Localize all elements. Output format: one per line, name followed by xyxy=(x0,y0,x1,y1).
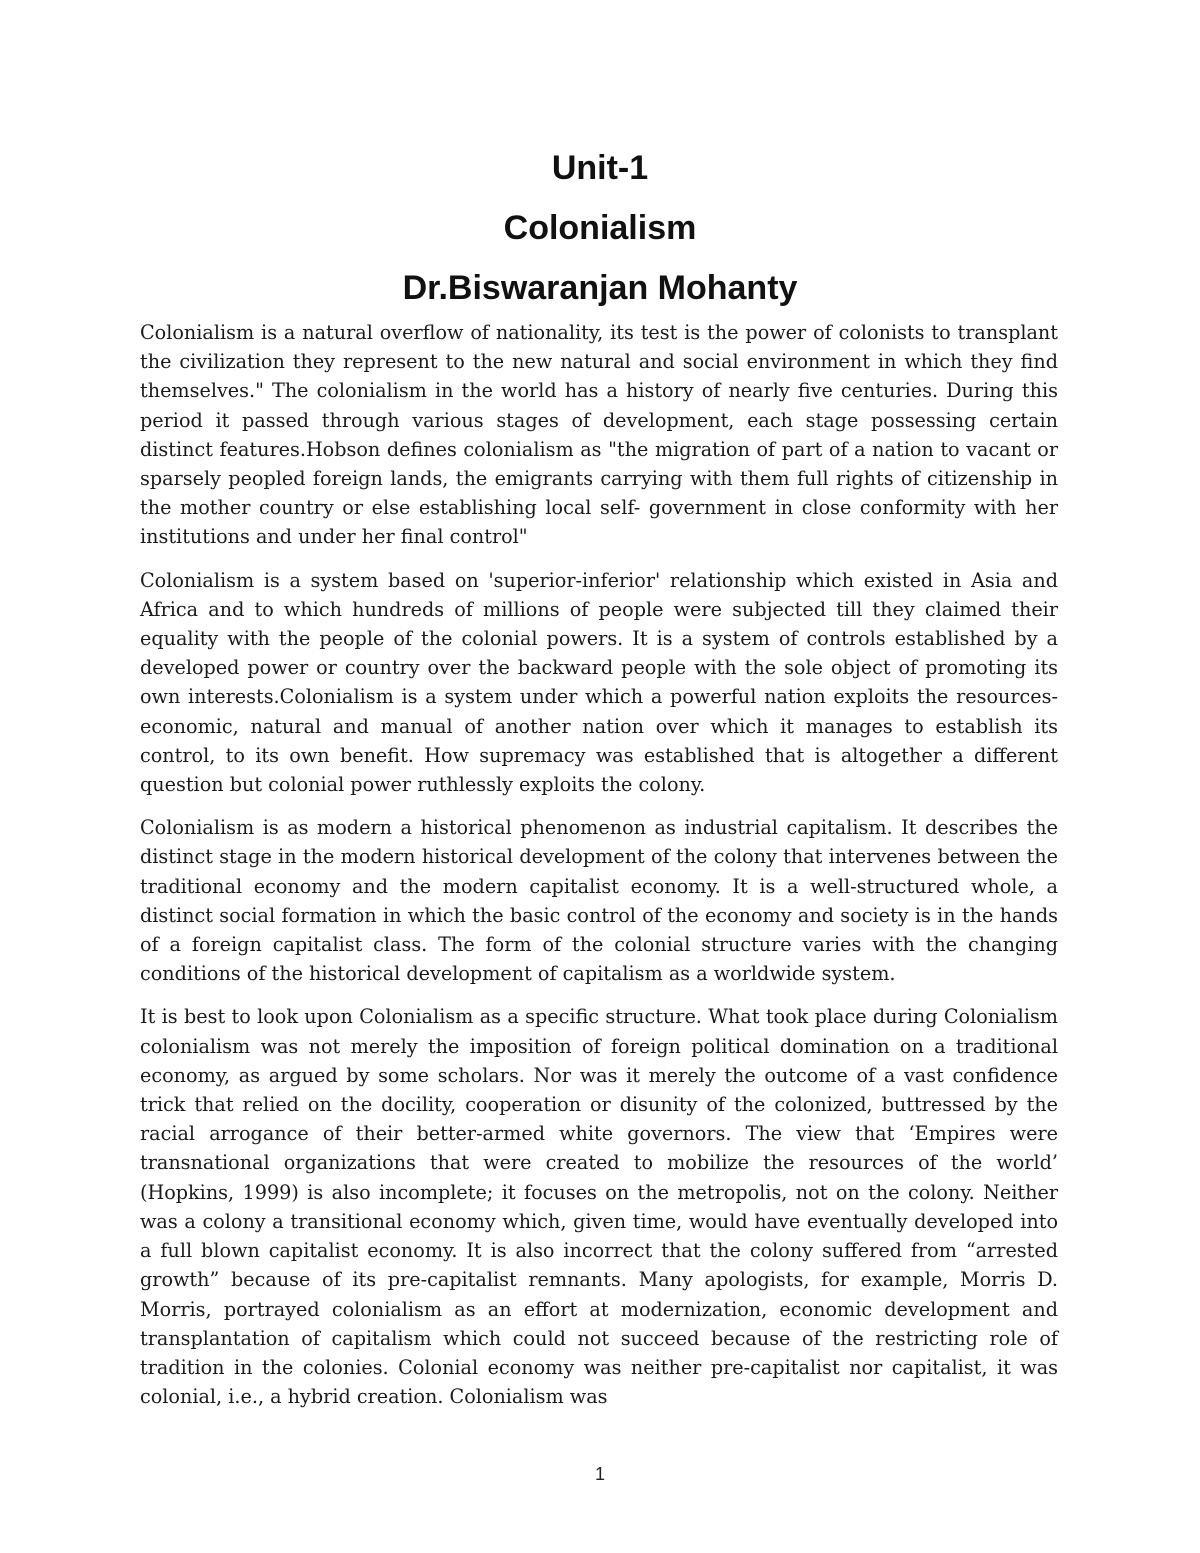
page-number: 1 xyxy=(594,1464,605,1484)
unit-heading: Unit-1 xyxy=(551,149,649,187)
paragraph-2: Colonialism is a system based on 'superior-inferior' relationship which existed in Asia and Africa and to which hundreds of millions of people were subjected till they claimed their equality with the people of the colonial powers. It is a system of controls established by a developed power or country over the backward people with the sole object of promoting its own interests.Colonialism is a system under which a powerful nation exploits the resources-economic, natural and manual of another nation over which it manages to establish its control, to its own benefit. How supremacy was established that is altogether a different question but colonial power ruthlessly exploits the colony. xyxy=(140,568,1058,797)
title-heading: Colonialism xyxy=(503,209,697,247)
author-heading: Dr.Biswaranjan Mohanty xyxy=(402,269,798,307)
body-text xyxy=(140,318,1058,1425)
paragraph-1: Colonialism is a natural overflow of nationality, its test is the power of colonists to transplant the civilization they represent to the new natural and social environment in which they find themselves." The colonialism in the world has a history of nearly five centuries. During this period it passed through various stages of development, each stage possessing certain distinct features.Hobson defines colonialism as "the migration of part of a nation to vacant or sparsely peopled foreign lands, the emigrants carrying with them full rights of citizenship in the mother country or else establishing local self- government in close conformity with her institutions and under her final control" xyxy=(140,321,1058,549)
heading-block xyxy=(0,138,1200,318)
paragraph-3: Colonialism is as modern a historical phenomenon as industrial capitalism. It describes the distinct stage in the modern historical development of the colony that intervenes between the traditional economy and the modern capitalist economy. It is a well-structured whole, a distinct social formation in which the basic control of the economy and society is in the hands of a foreign capitalist class. The form of the colonial structure varies with the changing conditions of the historical development of capitalism as a worldwide system. xyxy=(140,816,1058,986)
paragraph-4: It is best to look upon Colonialism as a specific structure. What took place during Colonialism colonialism was not merely the imposition of foreign political domination on a traditional economy, as argued by some scholars. Nor was it merely the outcome of a vast confidence trick that relied on the docility, cooperation or disunity of the colonized, buttressed by the racial arrogance of their better-armed white governors. The view that ‘Empires were transnational organizations that were created to mobilize the resources of the world’ (Hopkins, 1999) is also incomplete; it focuses on the metropolis, not on the colony. Neither was a colony a transitional economy which, given time, would have eventually developed into a full blown capitalist economy. It is also incorrect that the colony suffered from “arrested growth” because of its pre-capitalist remnants. Many apologists, for example, Morris D. Morris, portrayed colonialism as an effort at modernization, economic development and transplantation of capitalism which could not succeed because of the restricting role of tradition in the colonies. Colonial economy was neither pre-capitalist nor capitalist, it was colonial, i.e., a hybrid creation. Colonialism was xyxy=(140,1005,1058,1409)
